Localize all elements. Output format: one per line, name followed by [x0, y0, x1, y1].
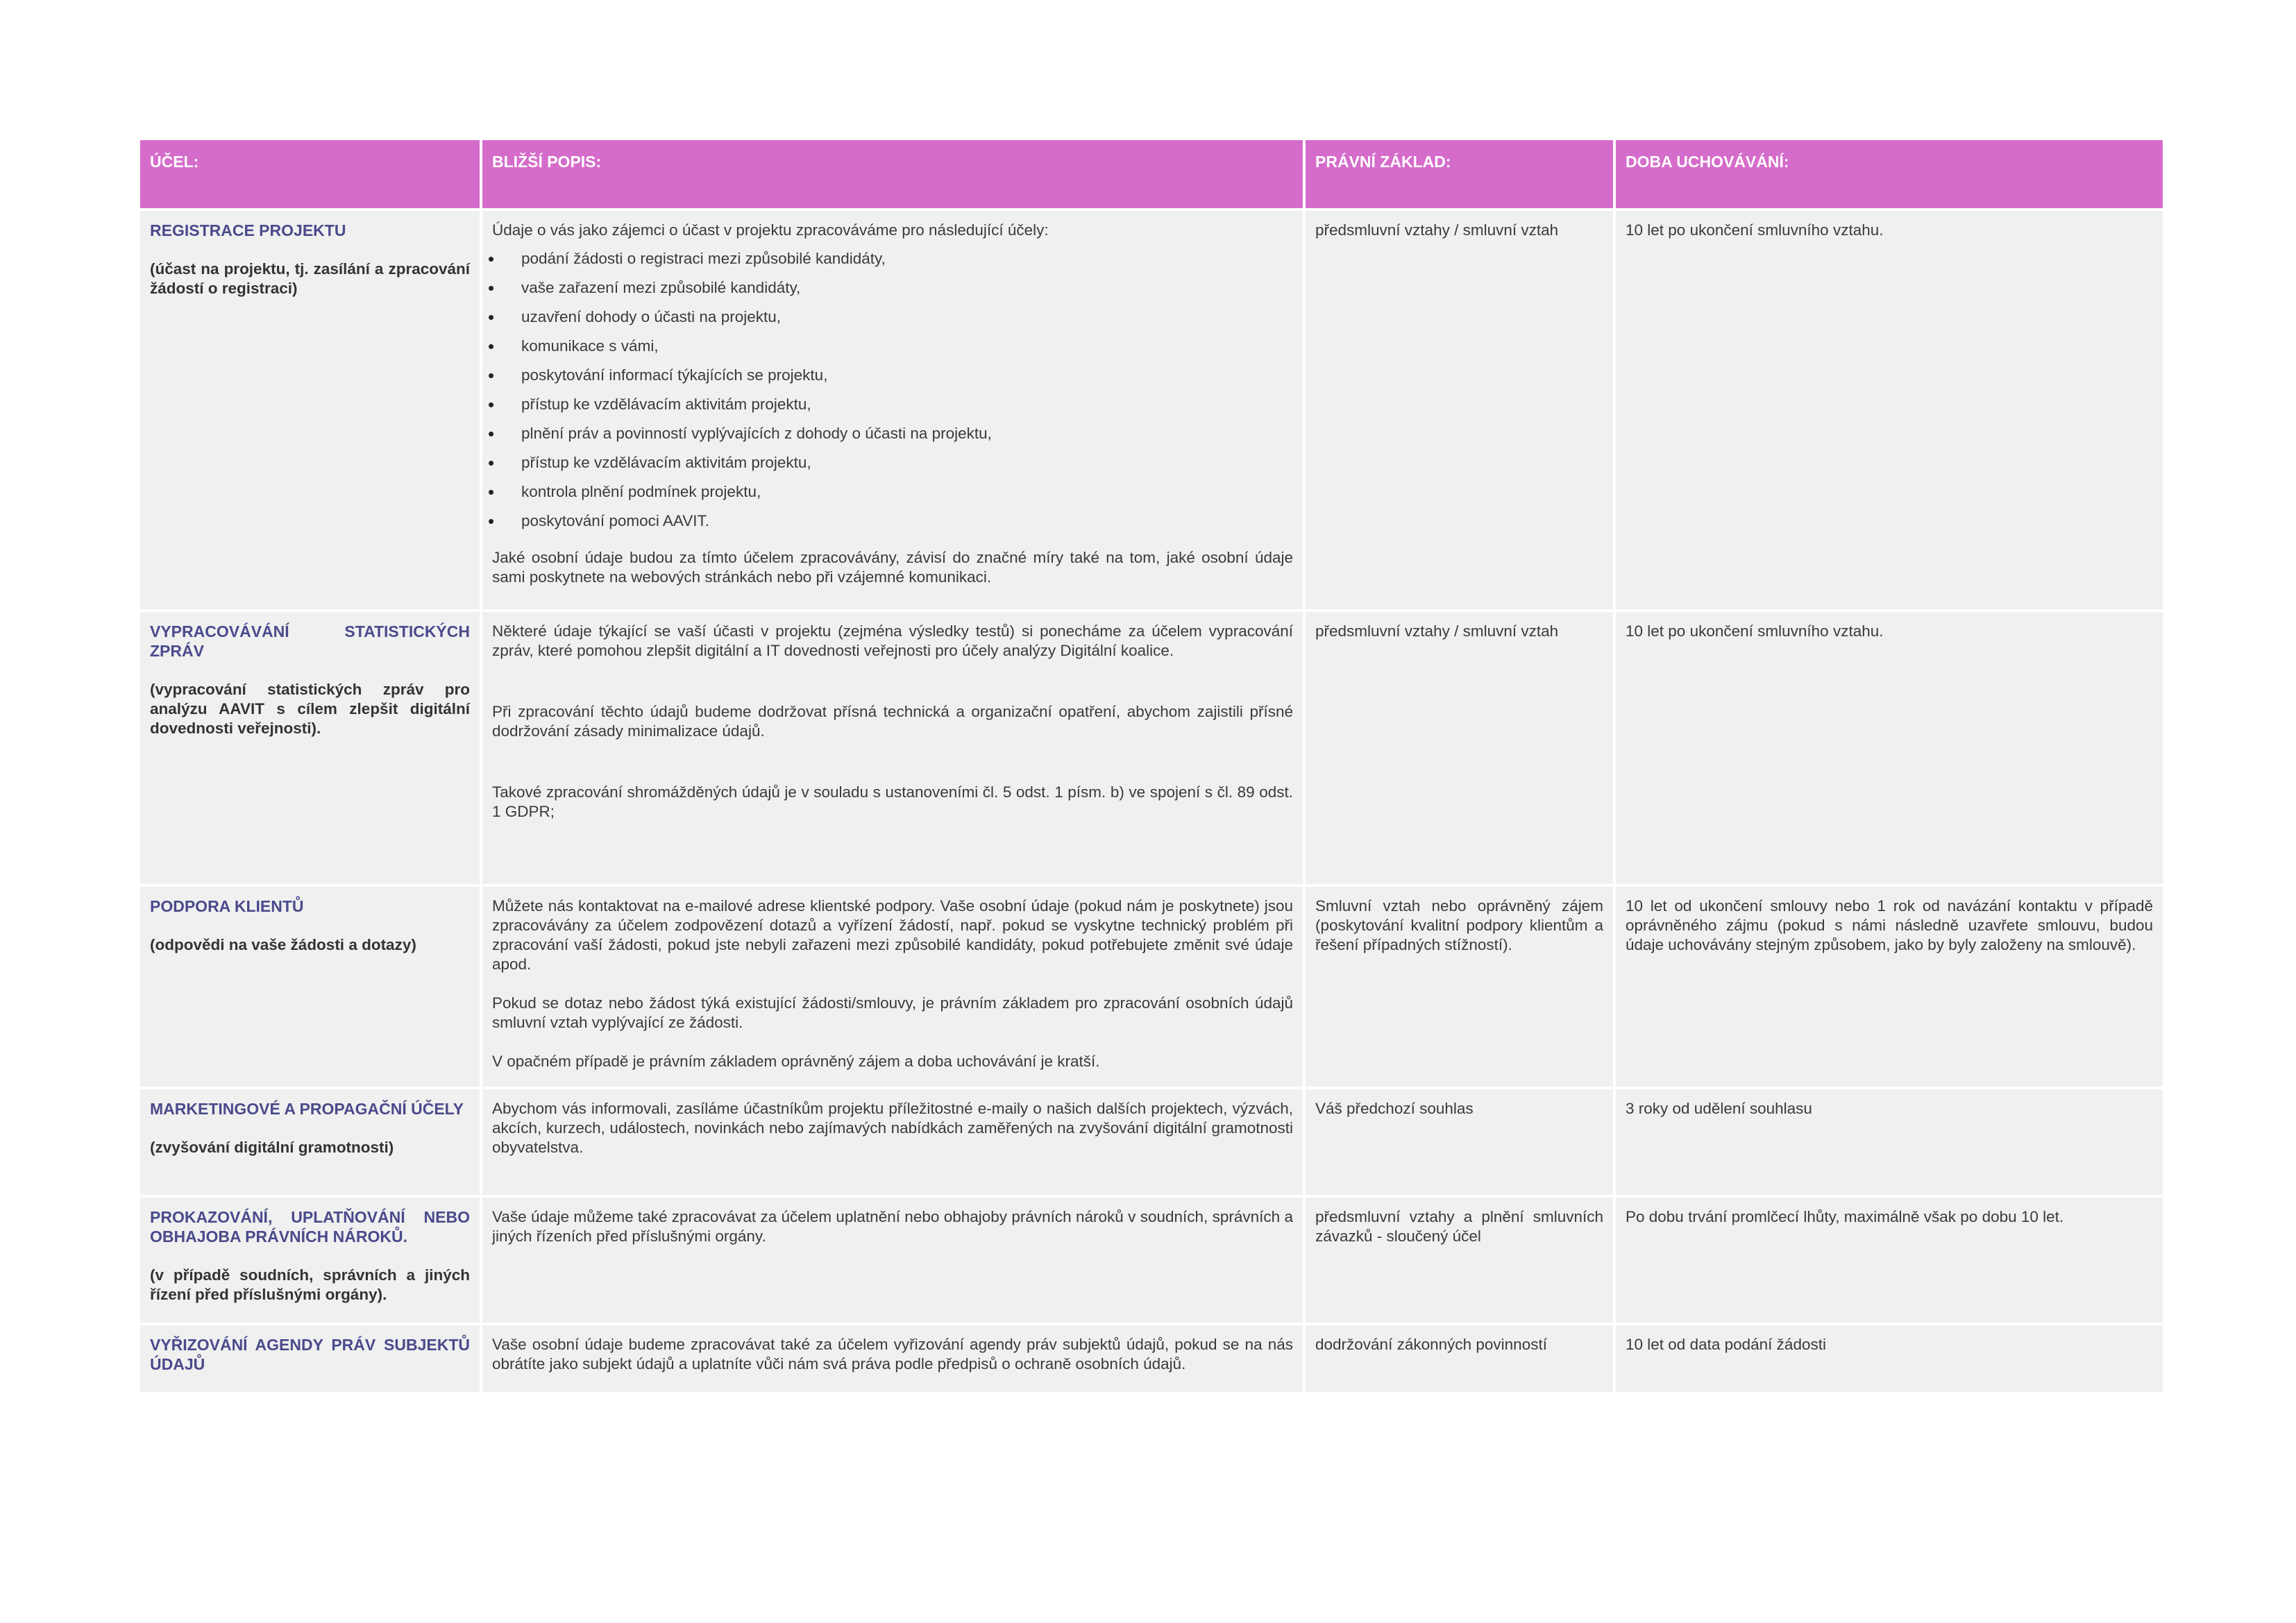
list-item: • plnění práv a povinností vyplývajících z dohody o účasti na projektu,: [492, 419, 1293, 448]
list-item: • uzavření dohody o účasti na projektu,: [492, 303, 1293, 332]
purpose-subtitle: (vypracování statistických zpráv pro analýzu AAVIT s cílem zlepšit digitální dovednosti veřejnosti).: [150, 681, 470, 737]
header-row: [140, 140, 2163, 208]
retention-cell: 10 let od data podání žádosti: [1616, 1325, 2163, 1392]
table-row: [140, 211, 2163, 609]
legal-basis-cell: předsmluvní vztahy / smluvní vztah: [1306, 211, 1613, 609]
list-item: • komunikace s vámi,: [492, 332, 1293, 361]
description-cell: [482, 887, 1303, 1087]
purpose-title: MARKETINGOVÉ A PROPAGAČNÍ ÚČELY: [150, 1100, 464, 1118]
description-cell: [482, 211, 1303, 609]
purpose-subtitle: (v případě soudních, správních a jiných řízení před příslušnými orgány).: [150, 1266, 470, 1303]
purpose-title: PODPORA KLIENTŮ: [150, 897, 304, 915]
legal-basis-cell: dodržování zákonných povinností: [1306, 1325, 1613, 1392]
legal-basis-cell: předsmluvní vztahy a plnění smluvních závazků - sloučený účel: [1306, 1198, 1613, 1323]
purpose-title: REGISTRACE PROJEKTU: [150, 221, 346, 239]
purpose-title: VYPRACOVÁVÁNÍ STATISTICKÝCH ZPRÁV: [150, 622, 470, 660]
list-item: • podání žádosti o registraci mezi způsobilé kandidáty,: [492, 244, 1293, 273]
table-row: [140, 1089, 2163, 1195]
purpose-title: PROKAZOVÁNÍ, UPLATŇOVÁNÍ NEBO OBHAJOBA PRÁVNÍCH NÁROKŮ.: [150, 1208, 470, 1246]
purpose-cell: [140, 612, 480, 884]
purpose-cell: [140, 1089, 480, 1195]
description-paragraph: Při zpracování těchto údajů budeme dodržovat přísná technická a organizační opatření, abychom zajistili přísné dodržování zásady minimalizace údajů.: [492, 703, 1293, 740]
legal-basis-cell: Smluvní vztah nebo oprávněný zájem (poskytování kvalitní podpory klientům a řešení případných stížností).: [1306, 887, 1613, 1087]
list-item: • poskytování informací týkajících se projektu,: [492, 361, 1293, 390]
purpose-subtitle: (účast na projektu, tj. zasílání a zpracování žádostí o registraci): [150, 260, 470, 297]
description-paragraph: V opačném případě je právním základem oprávněný zájem a doba uchovávání je kratší.: [492, 1053, 1100, 1070]
header-retention: DOBA UCHOVÁVÁNÍ:: [1616, 140, 2163, 208]
header-purpose: ÚČEL:: [140, 140, 480, 208]
purpose-list: [492, 244, 1293, 536]
gdpr-purpose-table: [137, 137, 2166, 1395]
retention-cell: 10 let po ukončení smluvního vztahu.: [1616, 612, 2163, 884]
purpose-cell: [140, 211, 480, 609]
description-outro: Jaké osobní údaje budou za tímto účelem zpracovávány, závisí do značné míry také na tom, jaké osobní údaje sami poskytnete na webových stránkách nebo při vzájemné komunikaci.: [492, 549, 1293, 586]
description-paragraph: Některé údaje týkající se vaší účasti v projektu (zejména výsledky testů) si ponecháme za účelem vypracování zpráv, které pomohou zlepšit digitální a IT dovednosti veřejnosti pro účely analýzy Digitální koalice.: [492, 622, 1293, 659]
table-row: [140, 887, 2163, 1087]
purpose-title: VYŘIZOVÁNÍ AGENDY PRÁV SUBJEKTŮ ÚDAJŮ: [150, 1336, 470, 1373]
purpose-subtitle: (odpovědi na vaše žádosti a dotazy): [150, 936, 416, 953]
description-paragraph: Pokud se dotaz nebo žádost týká existující žádosti/smlouvy, je právním základem pro zpracování osobních údajů smluvní vztah vyplývající ze žádosti.: [492, 994, 1293, 1031]
list-item: • vaše zařazení mezi způsobilé kandidáty,: [492, 273, 1293, 303]
description-intro: Údaje o vás jako zájemci o účast v projektu zpracováváme pro následující účely:: [492, 221, 1049, 239]
retention-cell: 3 roky od udělení souhlasu: [1616, 1089, 2163, 1195]
table-row: [140, 1198, 2163, 1323]
description-paragraph: Takové zpracování shromážděných údajů je v souladu s ustanoveními čl. 5 odst. 1 písm. b) ve spojení s čl. 89 odst. 1 GDPR;: [492, 783, 1293, 820]
description-cell: [482, 1089, 1303, 1195]
purpose-cell: [140, 887, 480, 1087]
description-cell: [482, 612, 1303, 884]
list-item: • přístup ke vzdělávacím aktivitám projektu,: [492, 448, 1293, 477]
description-cell: [482, 1198, 1303, 1323]
list-item: • přístup ke vzdělávacím aktivitám projektu,: [492, 390, 1293, 419]
retention-cell: 10 let po ukončení smluvního vztahu.: [1616, 211, 2163, 609]
table-row: [140, 612, 2163, 884]
description-cell: [482, 1325, 1303, 1392]
purpose-cell: [140, 1325, 480, 1392]
retention-cell: 10 let od ukončení smlouvy nebo 1 rok od navázání kontaktu v případě oprávněného zájmu (pokud s námi následně uzavřete smlouvu, budou údaje uchovávány stejným způsobem, jako by byly založeny na smlouvě).: [1616, 887, 2163, 1087]
table-row: [140, 1325, 2163, 1392]
description-paragraph: Abychom vás informovali, zasíláme účastníkům projektu příležitostné e-maily o našich dalších projektech, výzvách, akcích, kurzech, událostech, novinkách nebo zajímavých nabídkách zaměřených na zvyšování digitální gramotnosti obyvatelstva.: [492, 1100, 1293, 1156]
description-paragraph: Vaše osobní údaje budeme zpracovávat také za účelem vyřizování agendy práv subjektů údajů, pokud se na nás obrátíte jako subjekt údajů a uplatníte vůči nám svá práva podle předpisů o ochraně osobních údajů.: [492, 1336, 1293, 1373]
purpose-subtitle: (zvyšování digitální gramotnosti): [150, 1139, 394, 1156]
retention-cell: Po dobu trvání promlčecí lhůty, maximálně však po dobu 10 let.: [1616, 1198, 2163, 1323]
list-item: • kontrola plnění podmínek projektu,: [492, 477, 1293, 507]
legal-basis-cell: Váš předchozí souhlas: [1306, 1089, 1613, 1195]
description-paragraph: Vaše údaje můžeme také zpracovávat za účelem uplatnění nebo obhajoby právních nároků v soudních, správních a jiných řízeních před příslušnými orgány.: [492, 1208, 1293, 1245]
list-item: • poskytování pomoci AAVIT.: [492, 507, 1293, 536]
header-legal-basis: PRÁVNÍ ZÁKLAD:: [1306, 140, 1613, 208]
description-paragraph: Můžete nás kontaktovat na e-mailové adrese klientské podpory. Vaše osobní údaje (pokud nám je poskytnete) jsou zpracovávány za účelem zodpovězení dotazů a vyřízení žádostí, např. pokud se vyskytne technický problém při zpracování vaší žádosti, pokud jste nebyli zařazeni mezi způsobilé kandidáty, pokud potřebujete změnit své údaje apod.: [492, 897, 1293, 973]
purpose-cell: [140, 1198, 480, 1323]
header-description: BLIŽŠÍ POPIS:: [482, 140, 1303, 208]
legal-basis-cell: předsmluvní vztahy / smluvní vztah: [1306, 612, 1613, 884]
